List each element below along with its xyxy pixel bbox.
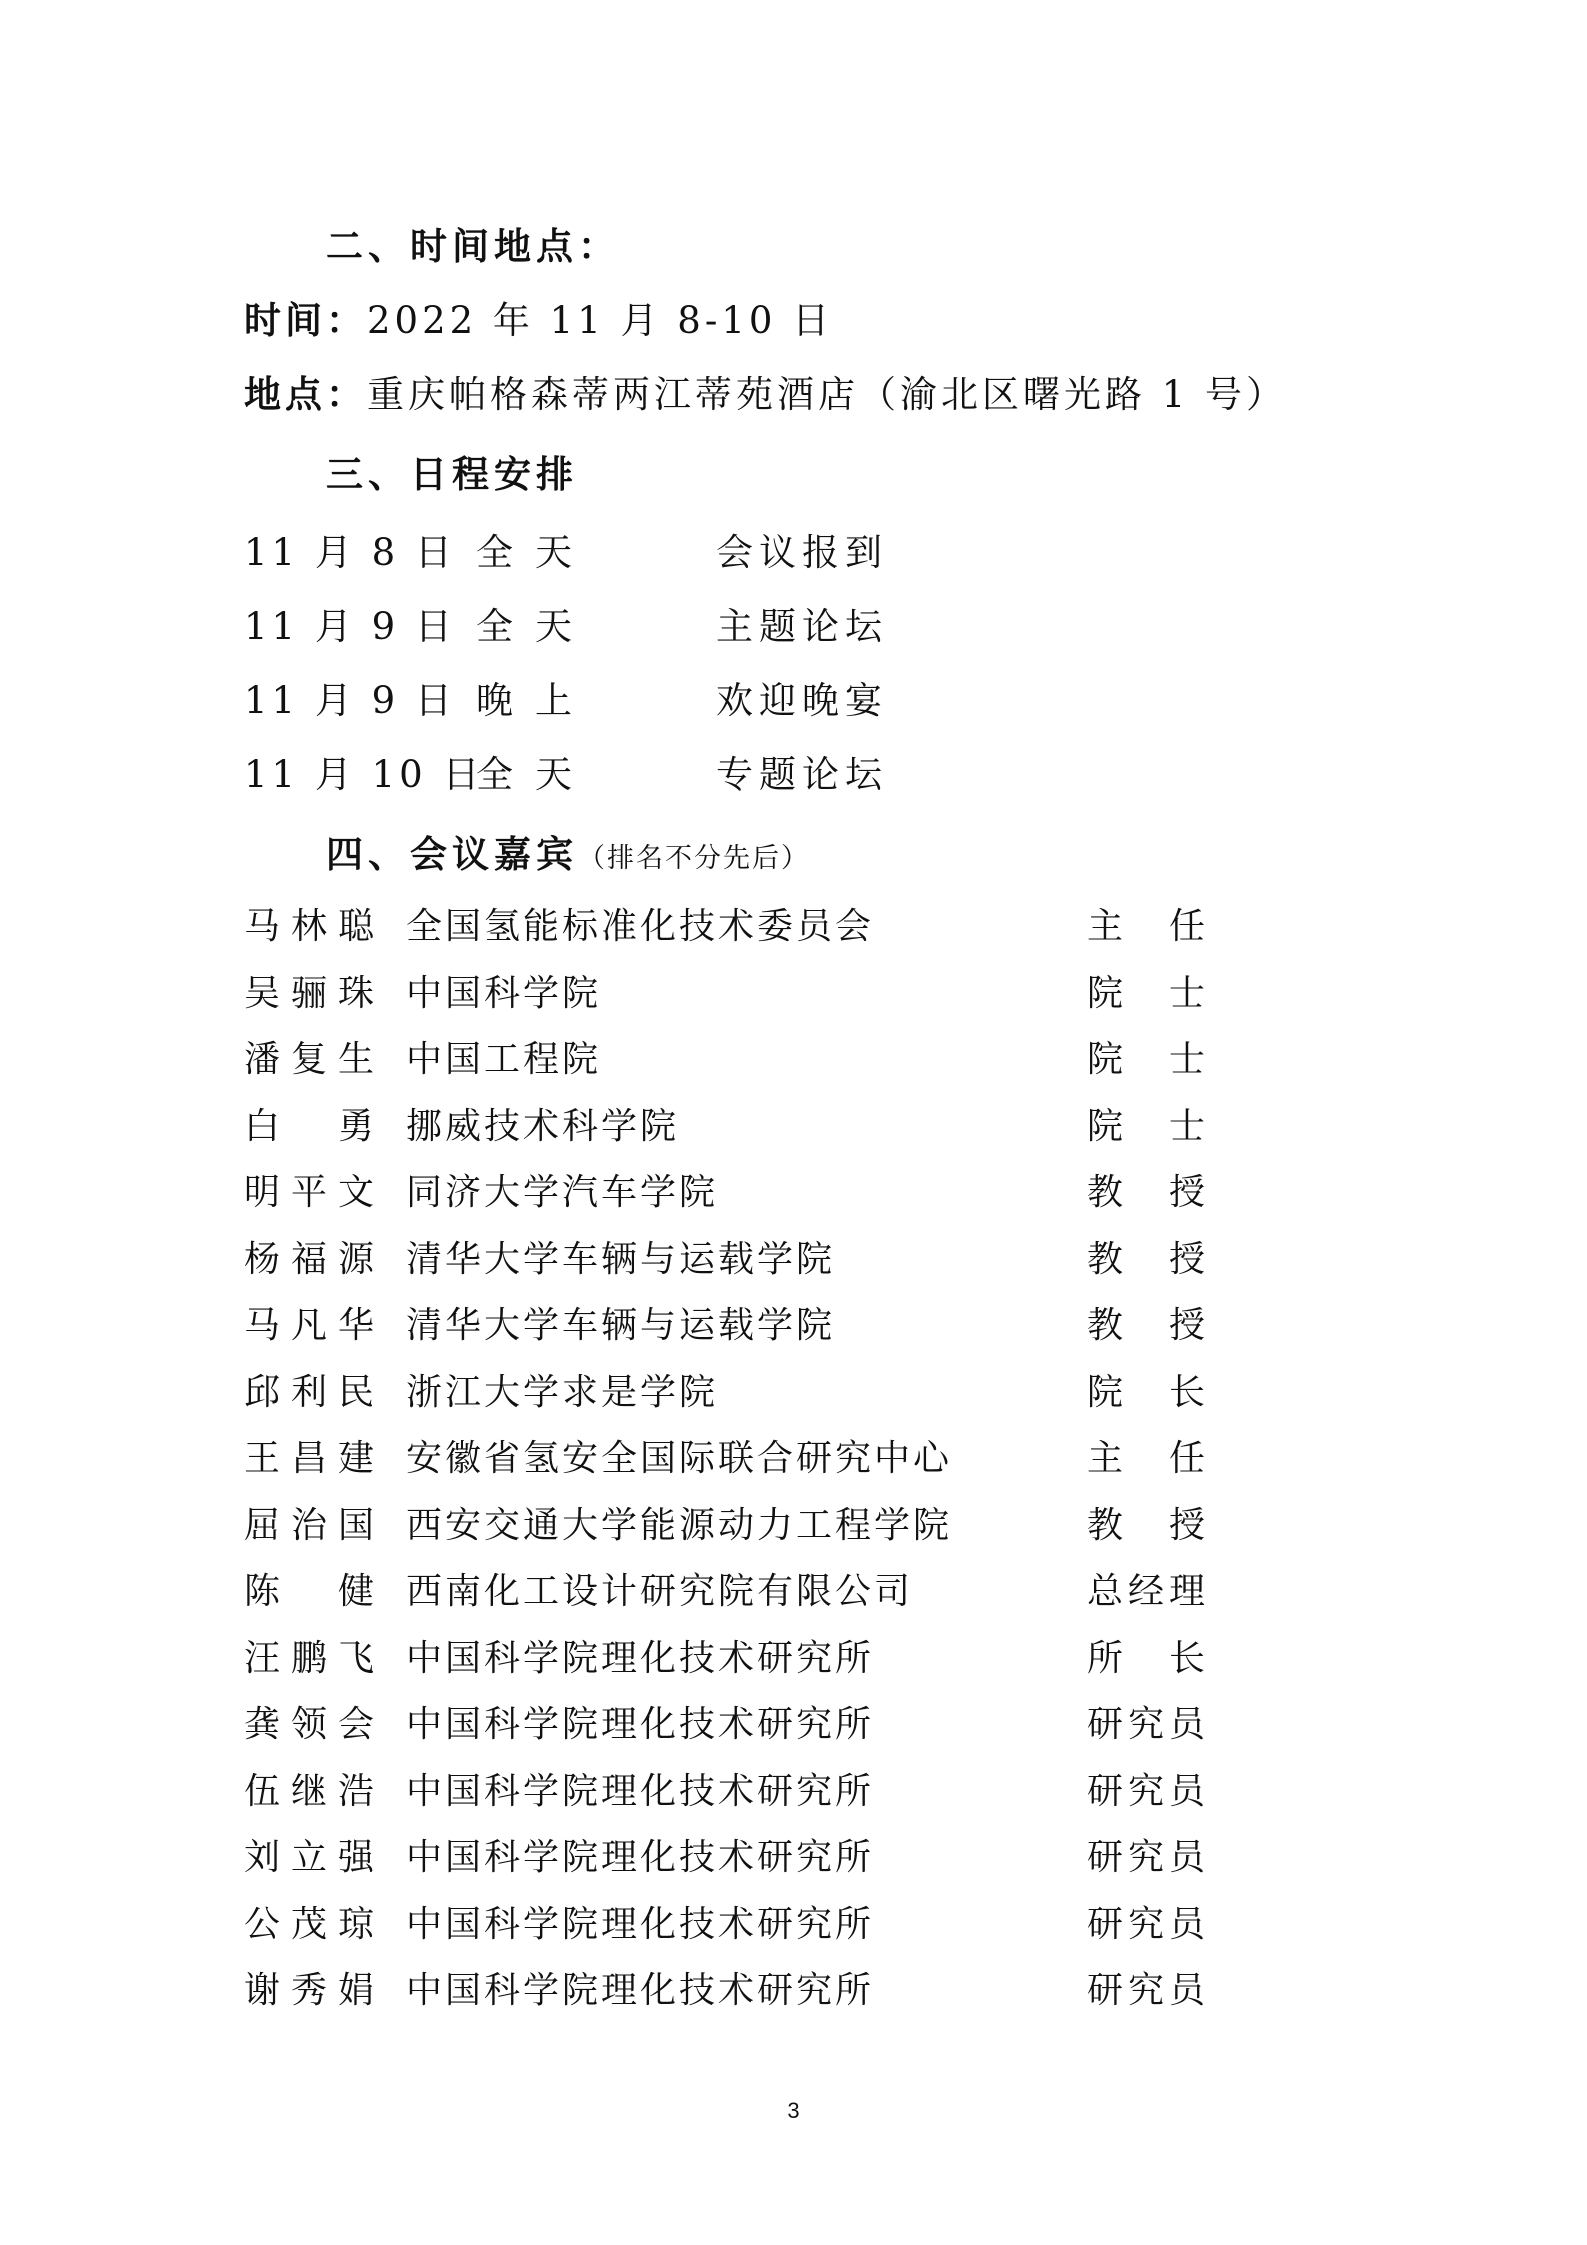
guest-name: 刘 立 强 [244,1837,374,1878]
guest-organization: 中国科学院理化技术研究所 [406,1904,875,1945]
schedule-date: 11 月 10 日 [244,753,484,796]
guest-row [244,1031,1244,1081]
schedule-time: 全天 [476,531,594,574]
guest-name: 明 平 文 [244,1172,374,1213]
place-label: 地点： [244,372,367,416]
guest-title: 教 授 [1087,1239,1205,1280]
guest-row [244,1763,1244,1813]
schedule-row [244,670,1344,720]
guest-row [244,1231,1244,1281]
guest-title: 所 长 [1087,1638,1205,1679]
guest-title: 教 授 [1087,1305,1205,1346]
guest-organization: 中国工程院 [406,1039,602,1080]
guest-name: 龚 领 会 [244,1704,374,1745]
time-label: 时间： [244,298,367,342]
guest-row [244,1829,1244,1879]
guest-row [244,1364,1244,1414]
guest-row [244,1098,1244,1148]
guest-row [244,1497,1244,1547]
guest-name: 谢 秀 娟 [244,1970,374,2011]
section-time-place-heading: 二、时间地点： [326,224,620,268]
guest-row [244,965,1244,1015]
guest-name: 白 勇 [244,1106,374,1147]
guest-organization: 安徽省氢安全国际联合研究中心 [406,1438,953,1479]
guest-row [244,898,1244,948]
guest-name: 潘 复 生 [244,1039,374,1080]
section-schedule-heading: 三、日程安排 [326,452,578,496]
guest-name: 杨 福 源 [244,1239,374,1280]
time-value: 2022 年 11 月 8-10 日 [367,299,834,342]
guest-organization: 挪威技术科学院 [406,1106,680,1147]
guest-row [244,1563,1244,1613]
place-value: 重庆帕格森蒂两江蒂苑酒店（渝北区曙光路 1 号） [367,373,1288,416]
guest-name: 公 茂 琼 [244,1904,374,1945]
guest-organization: 全国氢能标准化技术委员会 [406,906,875,947]
guest-title: 研 究 员 [1087,1837,1205,1878]
section-guests-heading [326,824,810,878]
guest-title: 教 授 [1087,1172,1205,1213]
guest-organization: 中国科学院 [406,973,602,1014]
guest-organization: 清华大学车辆与运载学院 [406,1305,836,1346]
guest-organization: 中国科学院理化技术研究所 [406,1638,875,1679]
schedule-row [244,744,1344,794]
schedule-date: 11 月 9 日 [244,605,456,648]
guest-organization: 中国科学院理化技术研究所 [406,1704,875,1745]
guest-row [244,1430,1244,1480]
schedule-time: 全天 [476,605,594,648]
guest-row [244,1962,1244,2012]
guest-title: 院 士 [1087,1039,1205,1080]
schedule-time: 全天 [476,753,594,796]
guest-row [244,1297,1244,1347]
guest-row [244,1164,1244,1214]
schedule-date: 11 月 9 日 [244,679,456,722]
schedule-event: 欢迎晚宴 [716,679,888,722]
guest-title: 研 究 员 [1087,1904,1205,1945]
guest-title: 总 经 理 [1087,1571,1205,1612]
guest-title: 院 士 [1087,1106,1205,1147]
guest-organization: 浙江大学求是学院 [406,1372,719,1413]
guest-organization: 中国科学院理化技术研究所 [406,1970,875,2011]
guest-title: 研 究 员 [1087,1970,1205,2011]
guest-name: 马 凡 华 [244,1305,374,1346]
guest-name: 马 林 聪 [244,906,374,947]
guest-title: 教 授 [1087,1505,1205,1546]
guest-row [244,1696,1244,1746]
guest-organization: 西南化工设计研究院有限公司 [406,1571,914,1612]
page-number: 3 [787,2098,800,2123]
guest-name: 屈 治 国 [244,1505,374,1546]
guest-row [244,1630,1244,1680]
guest-title: 院 士 [1087,973,1205,1014]
guest-name: 王 昌 建 [244,1438,374,1479]
guest-name: 陈 健 [244,1571,374,1612]
schedule-event: 专题论坛 [716,753,888,796]
schedule-event: 主题论坛 [716,605,888,648]
guests-heading-text: 四、会议嘉宾 [326,832,578,876]
guest-organization: 中国科学院理化技术研究所 [406,1837,875,1878]
schedule-date: 11 月 8 日 [244,531,456,574]
guest-title: 主 任 [1087,906,1205,947]
place-line [244,364,1287,418]
guest-title: 研 究 员 [1087,1704,1205,1745]
guest-name: 伍 继 浩 [244,1771,374,1812]
schedule-row [244,522,1344,572]
guest-title: 研 究 员 [1087,1771,1205,1812]
schedule-event: 会议报到 [716,531,888,574]
guest-title: 院 长 [1087,1372,1205,1413]
guest-name: 吴 骊 珠 [244,973,374,1014]
guest-organization: 中国科学院理化技术研究所 [406,1771,875,1812]
guest-name: 邱 利 民 [244,1372,374,1413]
guests-order-note: （排名不分先后） [578,843,810,874]
guest-organization: 西安交通大学能源动力工程学院 [406,1505,953,1546]
guest-title: 主 任 [1087,1438,1205,1479]
schedule-row [244,596,1344,646]
guest-row [244,1896,1244,1946]
schedule-time: 晚上 [476,679,594,722]
guest-organization: 同济大学汽车学院 [406,1172,719,1213]
time-line [244,290,833,344]
guest-name: 汪 鹏 飞 [244,1638,374,1679]
guest-organization: 清华大学车辆与运载学院 [406,1239,836,1280]
